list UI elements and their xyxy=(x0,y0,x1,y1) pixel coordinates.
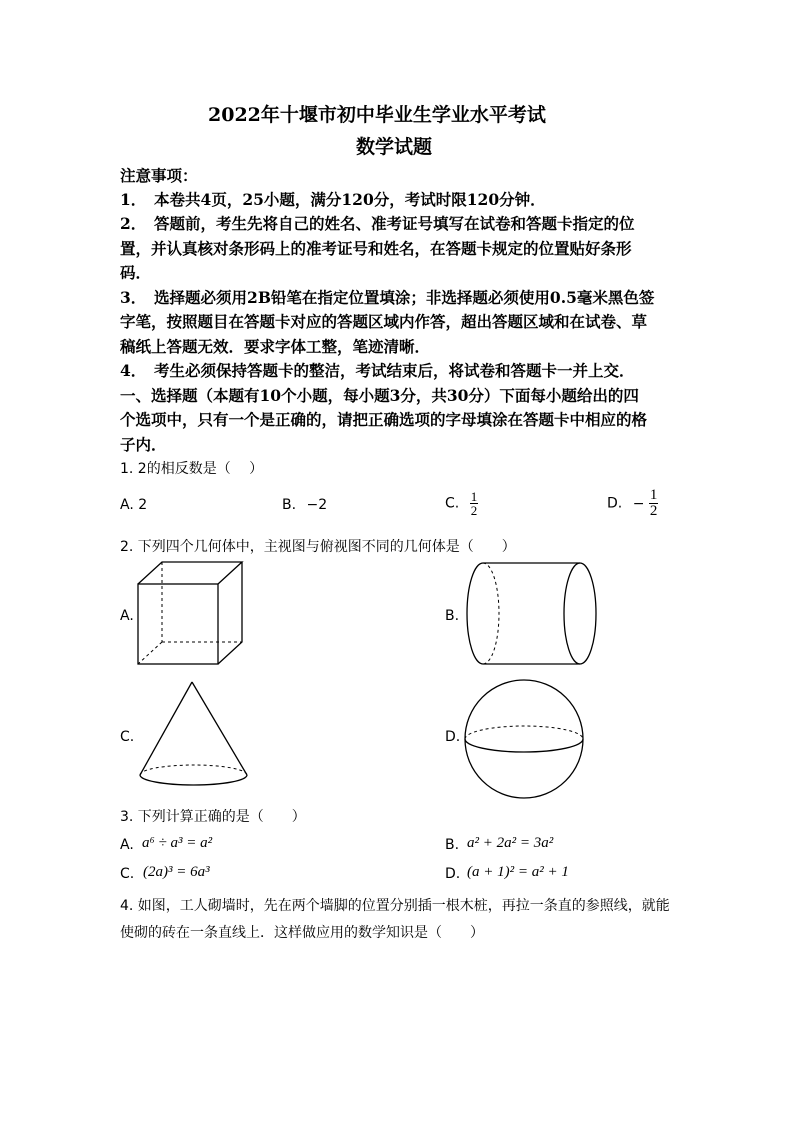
exam-title: 2022年十堰市初中毕业生学业水平考试 xyxy=(208,104,546,126)
q3-option-d-label: D. xyxy=(445,866,461,882)
cylinder-right-end xyxy=(564,563,596,664)
q3-stem: 3. 下列计算正确的是（ ） xyxy=(120,809,306,825)
q1-option-d xyxy=(607,488,658,519)
q4-line: 4. 如图，工人砌墙时，先在两个墙脚的位置分别插一根木桩，再拉一条直的参照线，就能 xyxy=(120,898,670,914)
q2-option-c-label: C. xyxy=(120,729,135,745)
notes-heading: 注意事项： xyxy=(120,166,198,185)
q1-option-b-label: B. xyxy=(282,497,297,513)
sphere-icon xyxy=(463,678,587,802)
notes-line: 码． xyxy=(120,263,152,282)
exam-subtitle: 数学试题 xyxy=(356,136,433,158)
q3-option-c-expr xyxy=(143,864,210,881)
section-heading: 一、选择题（本题有10个小题，每小题3分，共30分）下面每小题给出的四 xyxy=(120,386,639,405)
notes-line: 3． 选择题必须用2B铅笔在指定位置填涂；非选择题必须使用0.5毫米黑色签 xyxy=(120,288,655,307)
notes-line: 稿纸上答题无效．要求字体工整，笔迹清晰． xyxy=(120,337,431,356)
notes-line: 置，并认真核对条形码上的准考证号和姓名，在答题卡规定的位置贴好条形 xyxy=(120,239,632,258)
cube-top-edges xyxy=(138,562,242,584)
cube-hidden-edge xyxy=(138,642,162,664)
q1-option-c xyxy=(445,490,478,517)
cylinder-left-front-arc xyxy=(467,563,483,664)
fraction-denominator: 2 xyxy=(649,503,658,519)
sphere-equator-front xyxy=(465,739,583,752)
q3-option-a-expr xyxy=(142,835,212,852)
fraction-numerator: 1 xyxy=(649,487,658,503)
cone-right-edge xyxy=(192,682,247,775)
q2-stem: 2. 下列四个几何体中，主视图与俯视图不同的几何体是（ ） xyxy=(120,539,516,555)
q1-option-a: A. 2 xyxy=(120,497,148,513)
q1-option-b xyxy=(282,497,327,513)
cone-left-edge xyxy=(140,682,192,775)
sphere-equator-hidden xyxy=(465,726,583,739)
notes-line: 字笔，按照题目在答题卡对应的答题区域内作答，超出答题区域和在试卷、草 xyxy=(120,312,648,331)
q3-option-c-label: C. xyxy=(120,866,135,882)
q3-option-c-expr-text: (2a)³ = 6a³ xyxy=(143,864,210,880)
cylinder-icon xyxy=(465,560,600,668)
section-heading: 子内． xyxy=(120,435,167,454)
q1-option-c-label: C. xyxy=(445,495,460,512)
fraction-denominator: 2 xyxy=(470,503,478,518)
q3-option-a-expr-text: a⁶ ÷ a³ = a² xyxy=(142,835,213,851)
q1-option-d-fraction xyxy=(649,488,659,519)
notes-line: 2． 答题前，考生先将自己的姓名、准考证号填写在试卷和答题卡指定的位 xyxy=(120,214,635,233)
q3-option-d-expr xyxy=(467,864,569,881)
q3-option-b-expr-text: a² + 2a² = 3a² xyxy=(467,835,554,851)
cube-icon xyxy=(136,560,248,668)
q3-option-b-label: B. xyxy=(445,837,460,853)
q1-option-d-label: D. xyxy=(607,495,623,512)
q1-option-d-sign: − xyxy=(632,495,645,512)
cone-base-hidden xyxy=(140,765,247,775)
q3-option-b-expr xyxy=(467,835,553,852)
q2-option-a-label: A. xyxy=(120,608,134,624)
cone-icon xyxy=(137,680,251,790)
section-heading: 个选项中，只有一个是正确的，请把正确选项的字母填涂在答题卡中相应的格 xyxy=(120,410,648,429)
notes-line: 4． 考生必须保持答题卡的整洁，考试结束后，将试卷和答题卡一并上交． xyxy=(120,361,635,380)
q2-option-b-label: B. xyxy=(445,608,460,624)
cylinder-hidden-arc xyxy=(483,563,499,664)
sphere-outline xyxy=(465,680,583,798)
q4-line: 使砌的砖在一条直线上．这样做应用的数学知识是（ ） xyxy=(120,925,484,941)
q3-option-a-label: A. xyxy=(120,837,134,853)
q3-option-d-expr-text: (a + 1)² = a² + 1 xyxy=(467,864,569,880)
q1-stem: 1. 2的相反数是（ ） xyxy=(120,461,264,477)
q1-option-b-value: −2 xyxy=(306,497,328,513)
q2-option-d-label: D. xyxy=(445,729,461,745)
cube-right-edges xyxy=(218,562,242,664)
fraction-numerator: 1 xyxy=(470,489,478,504)
cube-front-face xyxy=(138,584,218,664)
notes-line: 1． 本卷共4页，25小题，满分120分，考试时限120分钟． xyxy=(120,190,546,209)
cone-base-front xyxy=(140,775,247,785)
q1-option-c-fraction xyxy=(470,490,479,517)
